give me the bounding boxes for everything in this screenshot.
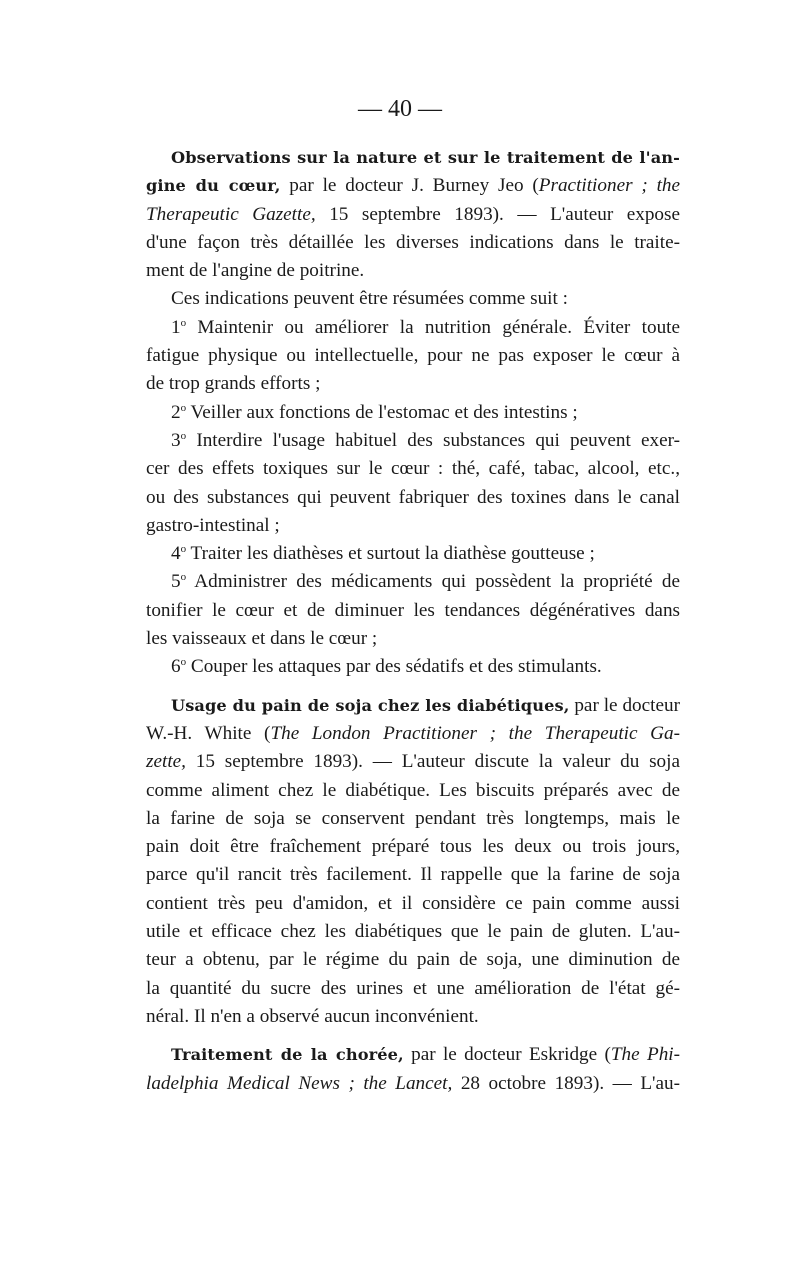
text-line: Ces indications peuvent être résumées comme suit : xyxy=(171,288,568,310)
text-line: utile et efficace chez les diabétiques que le pain de gluten. L'au- xyxy=(146,921,680,943)
text-line: parce qu'il rancit très facilement. Il rappelle que la farine de soja xyxy=(146,864,680,886)
text-line xyxy=(146,692,680,720)
text-span: Couper les attaques par des sédatifs et des stimulants. xyxy=(190,656,602,678)
text-span: Traiter les diathèses et surtout la diathèse goutteuse ; xyxy=(190,543,595,565)
text-line: d'une façon très détaillée les diverses indications dans le traite- xyxy=(146,231,680,253)
item-number: 6 xyxy=(171,656,181,678)
text-line: de trop grands efforts ; xyxy=(146,373,321,395)
text-line: teur a obtenu, par le régime du pain de soja, une diminution de xyxy=(146,949,680,971)
page-body xyxy=(146,144,680,1098)
text-line: fatigue physique ou intellectuelle, pour ne pas exposer le cœur à xyxy=(146,345,680,367)
text-span: Interdire l'usage habituel des substances qui peuvent exer- xyxy=(196,429,681,451)
text-span: 15 septembre 1893). — L'auteur discute la valeur du soja xyxy=(195,751,681,773)
text-line xyxy=(146,172,680,200)
text-line: comme aliment chez le diabétique. Les biscuits préparés avec de xyxy=(146,779,680,801)
text-line: la farine de soja se conservent pendant très longtemps, mais le xyxy=(146,807,680,829)
text-span: Administrer des médicaments qui possèdent la propriété de xyxy=(194,571,680,593)
text-span: par le docteur xyxy=(574,694,680,716)
citation: The London Practitioner ; the Therapeutic Ga- xyxy=(270,722,680,744)
item-number: 3 xyxy=(171,429,181,451)
list-item-2: 2$^o$ Veiller aux fonctions de l'estomac et des intestins ; xyxy=(171,401,578,423)
text-line: cer des effets toxiques sur le cœur : thé, café, tabac, alcool, etc., xyxy=(146,458,680,480)
text-span: Veiller aux fonctions de l'estomac et des intestins ; xyxy=(190,401,578,423)
paragraph-gap xyxy=(146,682,680,692)
text-line: ou des substances qui peuvent fabriquer des toxines dans le canal xyxy=(146,486,680,508)
text-line: la quantité du sucre des urines et une amélioration de l'état gé- xyxy=(146,977,680,999)
section-heading: Observations sur la nature et sur le traitement de l'an- xyxy=(171,148,680,167)
list-item-6: 6$^o$ Couper les attaques par des sédatifs et des stimulants. xyxy=(171,656,602,678)
text-line xyxy=(146,144,680,172)
item-number: 2 xyxy=(171,401,181,423)
text-span: 15 septembre 1893). — L'auteur expose xyxy=(329,203,681,225)
item-number: 1 xyxy=(171,316,181,338)
text-line: tonifier le cœur et de diminuer les tendances dégénératives dans xyxy=(146,599,680,621)
page-number: — 40 — xyxy=(358,96,442,122)
list-item-4: 4$^o$ Traiter les diathèses et surtout la diathèse goutteuse ; xyxy=(171,543,595,565)
text-line xyxy=(146,1041,680,1069)
text-line xyxy=(146,201,680,229)
citation: zette, xyxy=(146,751,186,773)
text-line: gastro-intestinal ; xyxy=(146,514,280,536)
text-span: W.-H. White ( xyxy=(146,722,271,744)
item-number: 5 xyxy=(171,571,181,593)
text-line: pain doit être fraîchement préparé tous les deux ou trois jours, xyxy=(146,836,680,858)
citation: Practitioner ; the xyxy=(538,175,681,197)
item-number: 4 xyxy=(171,543,181,565)
paragraph-gap xyxy=(146,1031,680,1041)
section-heading: Traitement de la chorée, xyxy=(171,1045,404,1065)
list-item-5: 5$^o$ Administrer des médicaments qui possèdent la propriété de xyxy=(171,571,680,593)
list-item-1: 1$^o$ Maintenir ou améliorer la nutrition générale. Éviter toute xyxy=(171,316,681,338)
citation: ladelphia Medical News ; the Lancet, xyxy=(146,1072,453,1094)
text-line: néral. Il n'en a observé aucun inconvénient. xyxy=(146,1005,479,1027)
text-line xyxy=(146,748,680,776)
text-line: ment de l'angine de poitrine. xyxy=(146,260,365,282)
text-line xyxy=(146,720,680,748)
text-span: Maintenir ou améliorer la nutrition générale. Éviter toute xyxy=(197,316,681,338)
citation: The Phi- xyxy=(610,1044,681,1066)
text-line xyxy=(146,1070,680,1098)
section-heading-end: gine du cœur, xyxy=(146,176,281,196)
text-line: contient très peu d'amidon, et il considère ce pain comme aussi xyxy=(146,892,680,914)
text-span: par le docteur Eskridge ( xyxy=(411,1044,611,1066)
text-span: par le docteur J. Burney Jeo ( xyxy=(289,175,539,197)
text-line: les vaisseaux et dans le cœur ; xyxy=(146,628,378,650)
section-heading: Usage du pain de soja chez les diabétiques, xyxy=(171,695,570,715)
list-item-3: 3$^o$ Interdire l'usage habituel des substances qui peuvent exer- xyxy=(171,429,681,451)
text-span: 28 octobre 1893). — L'au- xyxy=(460,1072,681,1094)
citation: Therapeutic Gazette, xyxy=(146,203,316,225)
